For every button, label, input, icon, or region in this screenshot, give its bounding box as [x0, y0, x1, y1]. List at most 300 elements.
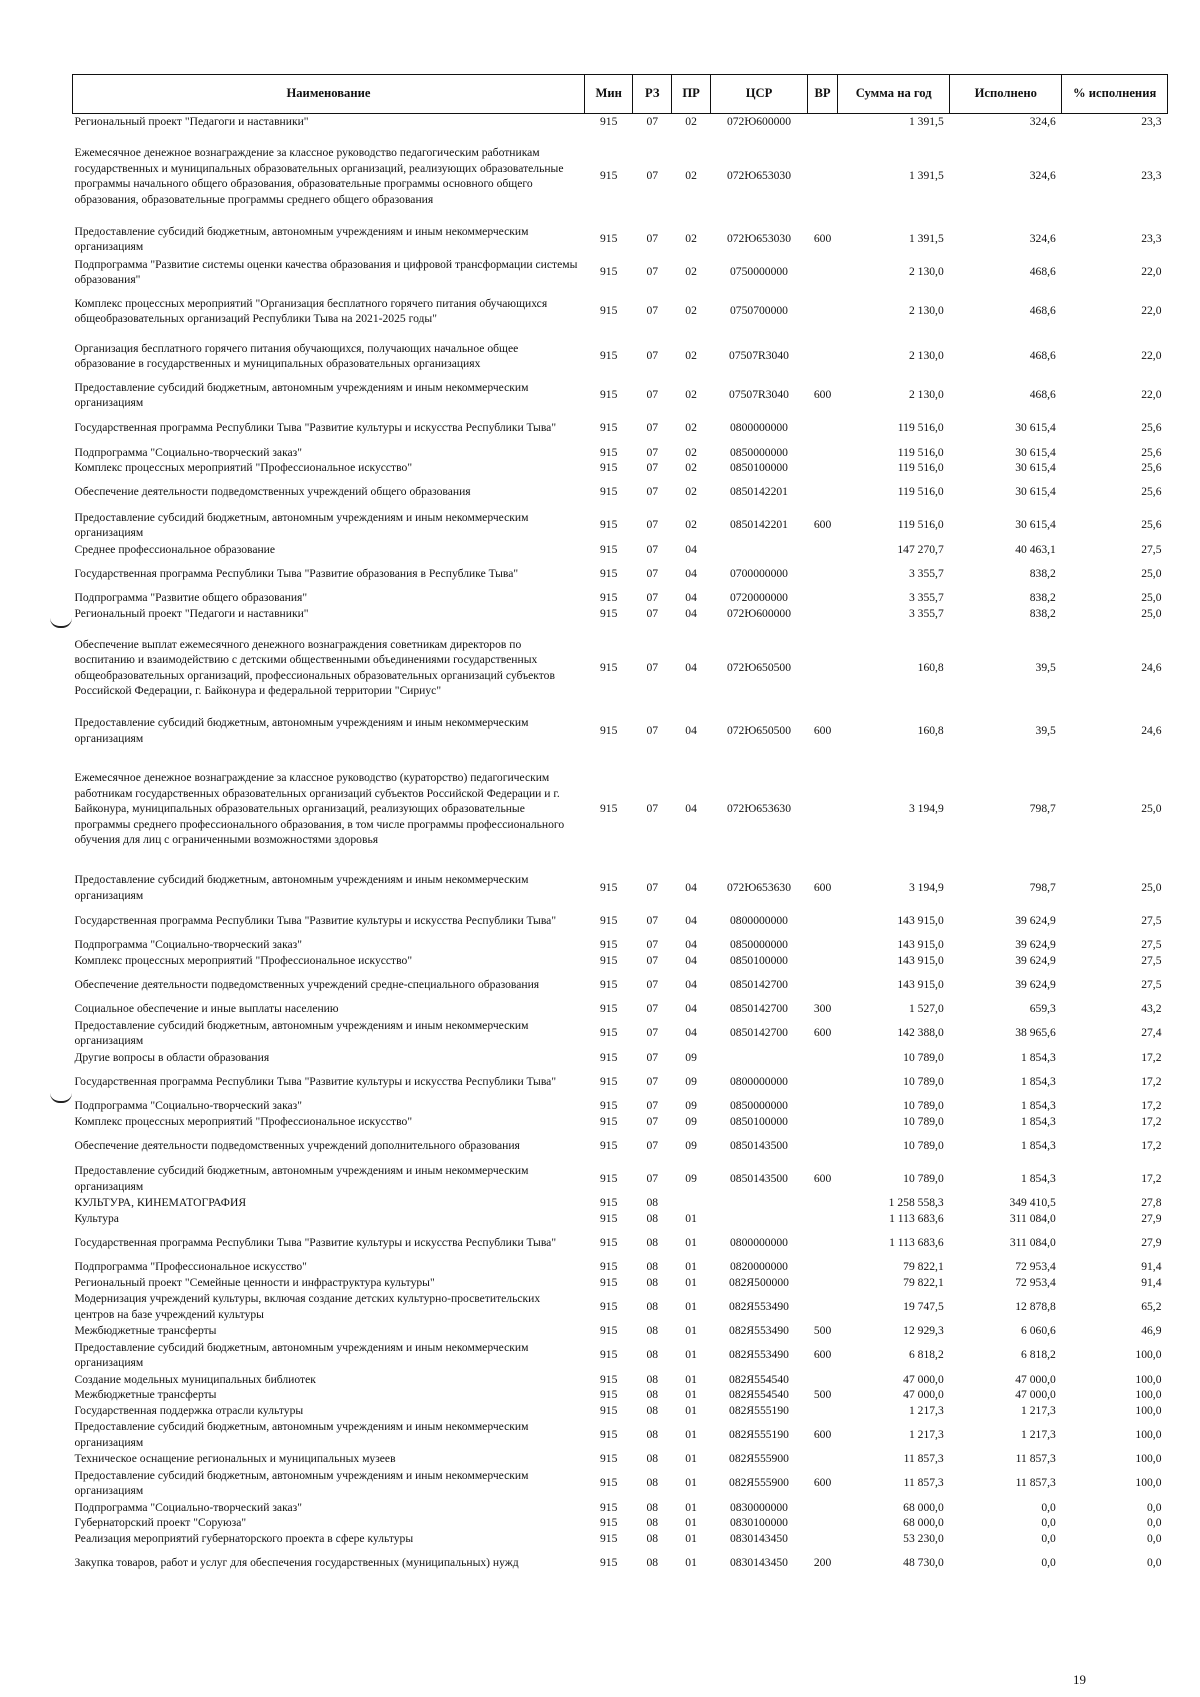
cell-year-sum: 2 130,0 — [908, 388, 944, 402]
cell-rz: 07 — [646, 169, 659, 183]
cell-executed: 324,6 — [1029, 115, 1056, 128]
table-row — [73, 1531, 1168, 1547]
cell-year-sum: 79 822,1 — [903, 1260, 944, 1273]
cell-vr: 600 — [813, 723, 832, 737]
cell-name: Комплекс процессных мероприятий "Профессиональное искусство" — [74, 953, 413, 967]
cell-executed: 39,5 — [1035, 723, 1056, 737]
cell-rz: 07 — [646, 591, 659, 604]
cell-pr: 09 — [685, 1138, 697, 1152]
cell-name: Среднее профессиональное образование — [74, 542, 276, 556]
cell-executed: 349 410,5 — [1009, 1196, 1056, 1209]
cell-vr: 600 — [813, 1427, 832, 1441]
cell-name: Предоставление субсидий бюджетным, автономным учреждениям и иным некоммерческим организациям — [74, 1164, 529, 1193]
cell-name: Предоставление субсидий бюджетным, автономным учреждениям и иным некоммерческим организациям — [74, 716, 529, 745]
cell-percent: 17,2 — [1141, 1074, 1162, 1088]
cell-csr: 0830143450 — [730, 1555, 788, 1569]
cell-rz: 07 — [646, 723, 659, 737]
cell-vr — [807, 1129, 837, 1162]
cell-rz: 08 — [646, 1275, 659, 1289]
cell-executed: 39 624,9 — [1015, 953, 1056, 967]
cell-year-sum: 10 789,0 — [903, 1074, 944, 1088]
cell-vr — [807, 476, 837, 509]
cell-executed: 30 615,4 — [1015, 518, 1056, 532]
table-row — [73, 114, 1168, 130]
cell-rz: 07 — [646, 445, 659, 459]
cell-pr: 02 — [685, 388, 697, 402]
cell-executed: 1 854,3 — [1021, 1171, 1056, 1185]
cell-year-sum: 143 915,0 — [897, 953, 944, 967]
cell-min: 915 — [599, 938, 618, 951]
cell-pr: 01 — [685, 1452, 697, 1465]
cell-vr: 500 — [813, 1388, 832, 1401]
cell-pr: 02 — [685, 445, 697, 459]
cell-min: 915 — [599, 169, 618, 183]
cell-pr: 04 — [685, 953, 697, 967]
cell-pr: 09 — [685, 1099, 697, 1112]
cell-csr: 0720000000 — [730, 591, 788, 604]
cell-vr — [807, 1275, 837, 1291]
cell-year-sum: 48 730,0 — [903, 1555, 944, 1569]
cell-pr: 04 — [685, 566, 697, 580]
cell-percent: 24,6 — [1141, 660, 1162, 674]
cell-percent: 100,0 — [1135, 1348, 1162, 1362]
cell-vr — [807, 1403, 837, 1419]
cell-executed: 838,2 — [1029, 591, 1056, 604]
cell-percent: 17,2 — [1141, 1171, 1162, 1185]
table-row — [73, 714, 1168, 747]
cell-name: Обеспечение деятельности подведомственных учреждений общего образования — [74, 485, 471, 499]
cell-pr: 01 — [685, 1299, 697, 1313]
cell-rz: 07 — [646, 606, 659, 620]
header-vr: ВР — [807, 75, 837, 114]
cell-percent: 22,0 — [1141, 349, 1162, 363]
page-number: 19 — [1073, 1672, 1086, 1687]
cell-year-sum: 2 130,0 — [908, 304, 944, 318]
cell-name: Социальное обеспечение и иные выплаты населению — [74, 1002, 339, 1015]
table-row — [73, 871, 1168, 904]
cell-year-sum: 1 217,3 — [908, 1427, 944, 1441]
cell-min: 915 — [599, 880, 618, 894]
cell-percent: 27,4 — [1141, 1026, 1162, 1040]
cell-csr: 082Я553490 — [729, 1324, 789, 1337]
table-row — [73, 542, 1168, 558]
cell-csr: 0830143450 — [730, 1531, 788, 1545]
cell-executed: 798,7 — [1029, 880, 1056, 894]
cell-pr: 09 — [685, 1074, 697, 1088]
cell-executed: 1 854,3 — [1021, 1138, 1056, 1152]
cell-name: Губернаторский проект "Соруюза" — [74, 1516, 247, 1529]
cell-name: Государственная программа Республики Тыва "Развитие образования в Республике Тыва" — [74, 566, 519, 580]
cell-percent: 17,2 — [1141, 1099, 1162, 1112]
cell-percent: 25,6 — [1141, 461, 1162, 474]
pen-mark — [50, 1093, 72, 1103]
cell-pr: 01 — [685, 1260, 697, 1273]
cell-csr: 0820000000 — [730, 1260, 788, 1273]
cell-rz: 07 — [646, 880, 659, 894]
cell-name: Государственная поддержка отрасли культуры — [74, 1403, 304, 1417]
cell-name: Подпрограмма "Социально-творческий заказ" — [74, 1500, 302, 1514]
table-body — [73, 114, 1168, 1580]
cell-csr: 072Ю653030 — [726, 232, 792, 246]
cell-pr: 01 — [685, 1388, 697, 1401]
cell-vr — [807, 904, 837, 937]
cell-rz: 08 — [646, 1555, 659, 1569]
table-row — [73, 1290, 1168, 1323]
table-row — [73, 557, 1168, 590]
cell-vr — [807, 460, 837, 476]
cell-name: Межбюджетные трансферты — [74, 1388, 217, 1401]
cell-percent: 25,6 — [1141, 518, 1162, 532]
cell-rz: 07 — [646, 265, 659, 279]
pen-mark — [50, 618, 72, 628]
cell-vr — [807, 1195, 837, 1211]
cell-year-sum: 1 217,3 — [908, 1403, 944, 1417]
cell-pr: 01 — [685, 1403, 697, 1417]
cell-csr: 0850100000 — [730, 1114, 788, 1128]
cell-rz: 07 — [646, 913, 659, 927]
cell-rz: 07 — [646, 1050, 659, 1064]
cell-executed: 1 854,3 — [1021, 1099, 1056, 1112]
table-row — [73, 1546, 1168, 1579]
cell-csr: 0850143500 — [730, 1171, 788, 1185]
cell-csr — [711, 1195, 808, 1211]
cell-percent: 65,2 — [1141, 1299, 1162, 1313]
cell-pr: 01 — [685, 1500, 697, 1514]
cell-year-sum: 68 000,0 — [903, 1500, 944, 1514]
cell-rz: 08 — [646, 1372, 659, 1386]
cell-percent: 27,9 — [1141, 1211, 1162, 1225]
cell-min: 915 — [599, 232, 618, 246]
cell-rz: 08 — [646, 1299, 659, 1313]
cell-csr: 0850142700 — [730, 977, 788, 991]
cell-csr: 0750000000 — [730, 265, 788, 279]
cell-percent: 27,9 — [1141, 1235, 1162, 1249]
cell-executed: 47 000,0 — [1015, 1372, 1056, 1386]
cell-min: 915 — [599, 1452, 618, 1465]
cell-rz: 07 — [646, 421, 659, 435]
cell-year-sum: 1 391,5 — [908, 115, 944, 128]
cell-name: Предоставление субсидий бюджетным, автономным учреждениям и иным некоммерческим организациям — [74, 1018, 529, 1047]
cell-year-sum: 1 391,5 — [908, 232, 944, 246]
cell-vr — [807, 621, 837, 714]
cell-rz: 08 — [646, 1235, 659, 1249]
table-row — [73, 1418, 1168, 1451]
cell-csr: 072Ю653630 — [726, 880, 792, 894]
cell-executed: 311 084,0 — [1009, 1235, 1056, 1249]
table-row — [73, 747, 1168, 871]
cell-min: 915 — [599, 1171, 618, 1185]
cell-percent: 17,2 — [1141, 1114, 1162, 1128]
cell-rz: 07 — [646, 1099, 659, 1112]
cell-name: Реализация мероприятий губернаторского проекта в сфере культуры — [74, 1531, 414, 1545]
table-row — [73, 1001, 1168, 1017]
cell-executed: 1 217,3 — [1021, 1427, 1056, 1441]
cell-csr: 0800000000 — [730, 1074, 788, 1088]
cell-pr: 01 — [685, 1476, 697, 1490]
cell-executed: 324,6 — [1029, 169, 1056, 183]
cell-name: Организация бесплатного горячего питания обучающихся, получающих начальное общее образование в государственных и муниципальных образовательных организациях — [74, 341, 519, 370]
table-row — [73, 1259, 1168, 1275]
cell-executed: 324,6 — [1029, 232, 1056, 246]
cell-min: 915 — [599, 445, 618, 459]
cell-executed: 39 624,9 — [1015, 938, 1056, 951]
cell-pr: 02 — [685, 304, 697, 318]
cell-year-sum: 142 388,0 — [897, 1026, 944, 1040]
table-row — [73, 509, 1168, 542]
cell-year-sum: 3 194,9 — [908, 880, 944, 894]
cell-csr: 07507R3040 — [729, 388, 789, 402]
table-row — [73, 476, 1168, 509]
cell-year-sum: 119 516,0 — [897, 485, 944, 499]
cell-executed: 30 615,4 — [1015, 485, 1056, 499]
table-row — [73, 937, 1168, 953]
cell-pr: 02 — [685, 115, 697, 128]
cell-rz: 07 — [646, 660, 659, 674]
cell-name: Предоставление субсидий бюджетным, автономным учреждениям и иным некоммерческим организациям — [74, 1420, 529, 1449]
cell-vr — [807, 1531, 837, 1547]
cell-name: Региональный проект "Семейные ценности и инфраструктура культуры" — [74, 1275, 435, 1289]
table-row — [73, 1275, 1168, 1291]
cell-min: 915 — [599, 1211, 618, 1225]
cell-percent: 27,8 — [1141, 1196, 1162, 1209]
cell-rz: 07 — [646, 115, 659, 128]
cell-percent: 22,0 — [1141, 304, 1162, 318]
cell-vr — [807, 937, 837, 953]
cell-csr: 07507R3040 — [729, 349, 789, 363]
table-row — [73, 1387, 1168, 1403]
cell-name: Ежемесячное денежное вознаграждение за классное руководство (кураторство) педагогическим работникам государственных образовательных организаций субъектов Российской Федерации и г. Байконура, муниципальных образовательных организаций, реализующих образовательные программы среднего профессионального образования, в том числе программы профессионального обучения для лиц с ограниченными возможностями здоровья — [74, 771, 565, 847]
cell-executed: 838,2 — [1029, 606, 1056, 620]
cell-pr: 01 — [685, 1372, 697, 1386]
cell-rz: 08 — [646, 1388, 659, 1401]
cell-rz: 08 — [646, 1348, 659, 1362]
cell-min: 915 — [599, 1138, 618, 1152]
cell-rz: 08 — [646, 1211, 659, 1225]
cell-min: 915 — [599, 1403, 618, 1417]
table-row — [73, 1323, 1168, 1339]
cell-min: 915 — [599, 606, 618, 620]
cell-min: 915 — [599, 1235, 618, 1249]
cell-pr: 01 — [685, 1555, 697, 1569]
cell-name: Подпрограмма "Социально-творческий заказ" — [74, 1099, 302, 1112]
cell-executed: 659,3 — [1029, 1002, 1056, 1015]
cell-percent: 100,0 — [1135, 1476, 1162, 1490]
cell-min: 915 — [599, 1531, 618, 1545]
cell-year-sum: 47 000,0 — [903, 1388, 944, 1401]
cell-year-sum: 19 747,5 — [903, 1299, 944, 1313]
header-percent: % исполнения — [1062, 75, 1168, 114]
cell-executed: 12 878,8 — [1015, 1299, 1056, 1313]
cell-csr: 0750700000 — [730, 304, 788, 318]
cell-csr: 0850000000 — [730, 938, 788, 951]
cell-vr — [807, 114, 837, 130]
cell-name: Предоставление субсидий бюджетным, автономным учреждениям и иным некоммерческим организациям — [74, 1468, 529, 1497]
cell-vr — [807, 557, 837, 590]
cell-percent: 0,0 — [1147, 1500, 1162, 1514]
cell-name: Подпрограмма "Профессиональное искусство" — [74, 1260, 307, 1273]
cell-csr: 0850142201 — [730, 485, 788, 499]
cell-rz: 08 — [646, 1452, 659, 1465]
table-row — [73, 1211, 1168, 1227]
cell-year-sum: 2 130,0 — [908, 265, 944, 279]
cell-pr: 04 — [685, 542, 697, 556]
cell-vr — [807, 1290, 837, 1323]
cell-csr: 0830100000 — [730, 1516, 788, 1529]
cell-pr: 01 — [685, 1324, 697, 1337]
cell-min: 915 — [599, 1074, 618, 1088]
header-rz: РЗ — [633, 75, 672, 114]
cell-csr: 082Я553490 — [729, 1299, 789, 1313]
cell-percent: 100,0 — [1135, 1403, 1162, 1417]
cell-year-sum: 119 516,0 — [897, 461, 944, 474]
cell-percent: 25,6 — [1141, 421, 1162, 435]
table-row — [73, 289, 1168, 334]
table-row — [73, 1114, 1168, 1130]
cell-csr: 072Ю653030 — [726, 169, 792, 183]
cell-executed: 72 953,4 — [1015, 1260, 1056, 1273]
table-row — [73, 445, 1168, 461]
table-row — [73, 953, 1168, 969]
cell-rz: 07 — [646, 485, 659, 499]
cell-vr — [807, 1211, 837, 1227]
cell-pr: 04 — [685, 606, 697, 620]
cell-name: Предоставление субсидий бюджетным, автономным учреждениям и иным некоммерческим организациям — [74, 224, 529, 253]
cell-vr — [807, 606, 837, 622]
cell-min: 915 — [599, 265, 618, 279]
cell-csr: 0850142700 — [730, 1026, 788, 1040]
cell-name: Техническое оснащение региональных и муниципальных музеев — [74, 1452, 396, 1465]
cell-csr: 0850000000 — [730, 445, 788, 459]
cell-vr — [807, 130, 837, 223]
cell-name: Государственная программа Республики Тыва "Развитие культуры и искусства Республики Тыва" — [74, 1235, 557, 1249]
cell-year-sum: 10 789,0 — [903, 1114, 944, 1128]
cell-rz: 07 — [646, 461, 659, 474]
cell-name: Государственная программа Республики Тыва "Развитие культуры и искусства Республики Тыва" — [74, 421, 557, 435]
cell-min: 915 — [599, 1476, 618, 1490]
cell-year-sum: 3 355,7 — [908, 591, 944, 604]
table-row — [73, 1451, 1168, 1467]
cell-percent: 27,5 — [1141, 977, 1162, 991]
cell-name: Закупка товаров, работ и услуг для обеспечения государственных (муниципальных) нужд — [74, 1555, 519, 1569]
cell-vr — [807, 289, 837, 334]
cell-name: Обеспечение выплат ежемесячного денежного вознаграждения советникам директоров по воспитанию и взаимодействию с детскими общественными объединениями государственных общеобразовательных организаций, профессиональных образовательных организаций субъектов Российской Федерации, г. Байконура и федеральной территории "Сириус" — [74, 637, 555, 697]
cell-rz: 08 — [646, 1196, 659, 1209]
cell-year-sum: 10 789,0 — [903, 1171, 944, 1185]
table-row — [73, 460, 1168, 476]
cell-min: 915 — [599, 349, 618, 363]
cell-year-sum: 119 516,0 — [897, 445, 944, 459]
cell-name: Комплекс процессных мероприятий "Организация бесплатного горячего питания обучающихся общеобразовательных организаций Республики Тыва на 2021-2025 годы" — [74, 296, 548, 325]
cell-name: Обеспечение деятельности подведомственных учреждений дополнительного образования — [74, 1138, 520, 1152]
cell-percent: 25,6 — [1141, 445, 1162, 459]
cell-percent: 22,0 — [1141, 388, 1162, 402]
cell-year-sum: 119 516,0 — [897, 421, 944, 435]
cell-rz: 07 — [646, 232, 659, 246]
cell-pr: 02 — [685, 518, 697, 532]
cell-name: Культура — [74, 1211, 119, 1225]
cell-pr: 02 — [685, 265, 697, 279]
cell-percent: 46,9 — [1141, 1324, 1162, 1337]
cell-min: 915 — [599, 1260, 618, 1273]
cell-name: Ежемесячное денежное вознаграждение за классное руководство педагогическим работникам государственных и муниципальных образовательных организаций, реализующих образовательные программы начального общего образования, образовательные программы основного общего образования, образовательные программы среднего общего образования — [74, 146, 564, 206]
cell-executed: 468,6 — [1029, 388, 1056, 402]
cell-executed: 1 217,3 — [1021, 1403, 1056, 1417]
cell-rz: 07 — [646, 802, 659, 816]
cell-csr — [711, 1211, 808, 1227]
cell-min: 915 — [599, 1555, 618, 1569]
cell-executed: 0,0 — [1041, 1531, 1056, 1545]
header-year-sum: Сумма на год — [838, 75, 950, 114]
cell-year-sum: 143 915,0 — [897, 938, 944, 951]
cell-name: Предоставление субсидий бюджетным, автономным учреждениям и иным некоммерческим организациям — [74, 510, 529, 539]
cell-vr: 600 — [813, 1171, 832, 1185]
cell-vr — [807, 1372, 837, 1388]
cell-percent: 100,0 — [1135, 1388, 1162, 1401]
cell-pr: 01 — [685, 1275, 697, 1289]
cell-pr: 01 — [685, 1516, 697, 1529]
cell-csr: 082Я555900 — [729, 1476, 789, 1490]
cell-year-sum: 47 000,0 — [903, 1372, 944, 1386]
budget-table — [72, 74, 1168, 1579]
cell-percent: 25,0 — [1141, 880, 1162, 894]
cell-csr: 0850000000 — [730, 1099, 788, 1112]
cell-min: 915 — [599, 1026, 618, 1040]
cell-min: 915 — [599, 1196, 618, 1209]
cell-name: Подпрограмма "Развитие системы оценки качества образования и цифровой трансформации системы образования" — [74, 257, 578, 286]
table-row — [73, 590, 1168, 606]
cell-percent: 25,0 — [1141, 802, 1162, 816]
cell-percent: 0,0 — [1147, 1531, 1162, 1545]
cell-vr — [807, 412, 837, 445]
cell-min: 915 — [599, 461, 618, 474]
cell-name: Модернизация учреждений культуры, включая создание детских культурно-просветительских центров на базе учреждений культуры — [74, 1292, 541, 1321]
cell-rz: 07 — [646, 1114, 659, 1128]
cell-csr: 072Ю653630 — [726, 802, 792, 816]
table-row — [73, 1372, 1168, 1388]
cell-rz: 07 — [646, 1138, 659, 1152]
cell-rz: 07 — [646, 349, 659, 363]
cell-pr: 01 — [685, 1211, 697, 1225]
cell-vr — [807, 1065, 837, 1098]
cell-percent: 24,6 — [1141, 723, 1162, 737]
cell-vr: 200 — [813, 1555, 832, 1569]
cell-executed: 30 615,4 — [1015, 421, 1056, 435]
cell-name: Межбюджетные трансферты — [74, 1324, 217, 1337]
cell-percent: 91,4 — [1141, 1260, 1162, 1273]
cell-csr: 0800000000 — [730, 913, 788, 927]
cell-min: 915 — [599, 542, 618, 556]
cell-name: Создание модельных муниципальных библиотек — [74, 1372, 316, 1386]
table-row — [73, 1403, 1168, 1419]
cell-rz: 07 — [646, 977, 659, 991]
table-row — [73, 1500, 1168, 1516]
table-row — [73, 1515, 1168, 1531]
cell-year-sum: 11 857,3 — [903, 1452, 944, 1465]
cell-rz: 07 — [646, 1171, 659, 1185]
cell-executed: 6 060,6 — [1021, 1324, 1056, 1337]
cell-rz: 08 — [646, 1427, 659, 1441]
cell-year-sum: 2 130,0 — [908, 349, 944, 363]
cell-rz: 07 — [646, 518, 659, 532]
cell-year-sum: 11 857,3 — [903, 1476, 944, 1490]
cell-vr: 600 — [813, 1026, 832, 1040]
cell-rz: 07 — [646, 304, 659, 318]
cell-csr: 082Я554540 — [729, 1388, 789, 1401]
cell-csr: 082Я555900 — [729, 1452, 789, 1465]
cell-rz: 07 — [646, 1026, 659, 1040]
cell-csr: 082Я555190 — [729, 1427, 789, 1441]
cell-min: 915 — [599, 1299, 618, 1313]
